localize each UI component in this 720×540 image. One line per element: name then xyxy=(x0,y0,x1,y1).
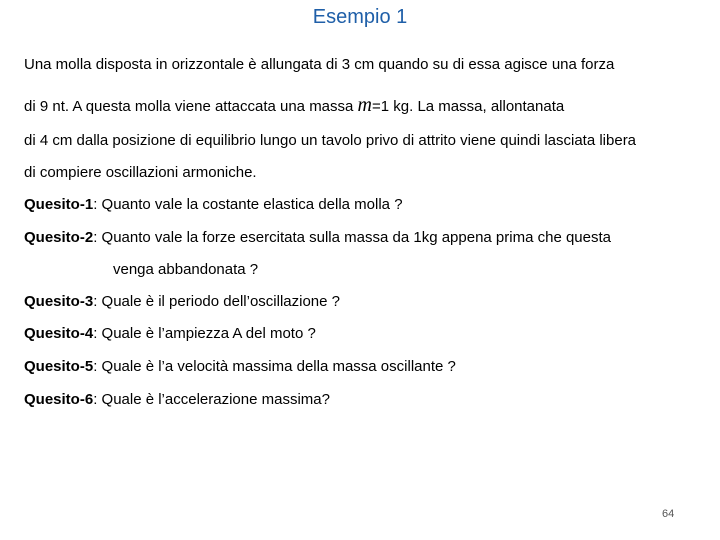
mass-variable: m xyxy=(357,94,372,116)
question-6-label: Quesito-6 xyxy=(24,391,94,408)
question-2-text: : Quanto vale la forze esercitata sulla massa da 1kg appena prima che questa xyxy=(93,229,611,246)
question-6-text: : Quale è l’accelerazione massima? xyxy=(93,391,330,408)
question-2 xyxy=(24,229,611,247)
question-5 xyxy=(24,358,456,376)
problem-line-4: di compiere oscillazioni armoniche. xyxy=(24,164,257,181)
question-6 xyxy=(24,391,330,409)
question-2-label: Quesito-2 xyxy=(24,229,94,246)
question-3-label: Quesito-3 xyxy=(24,293,94,310)
problem-line-3: di 4 cm dalla posizione di equilibrio lungo un tavolo privo di attrito viene quindi lasciata libera xyxy=(24,132,637,149)
question-5-label: Quesito-5 xyxy=(24,358,94,375)
question-4-label: Quesito-4 xyxy=(24,325,94,342)
question-1-text: : Quanto vale la costante elastica della molla ? xyxy=(93,196,403,213)
problem-line-2 xyxy=(24,96,564,116)
question-4-text: : Quale è l’ampiezza A del moto ? xyxy=(93,325,316,342)
problem-line-2-end: =1 kg. La massa, allontanata xyxy=(372,98,565,115)
question-5-text: : Quale è l’a velocità massima della massa oscillante ? xyxy=(93,358,456,375)
slide-title: Esempio 1 xyxy=(312,6,408,28)
question-4 xyxy=(24,325,316,343)
problem-line-2-start: di 9 nt. A questa molla viene attaccata una massa xyxy=(24,98,358,115)
question-2-continuation: venga abbandonata ? xyxy=(113,261,259,278)
question-3-text: : Quale è il periodo dell’oscillazione ? xyxy=(93,293,340,310)
question-1 xyxy=(24,196,403,214)
question-1-label: Quesito-1 xyxy=(24,196,94,213)
question-3 xyxy=(24,293,340,311)
page-number: 64 xyxy=(662,508,675,520)
problem-line-1: Una molla disposta in orizzontale è allungata di 3 cm quando su di essa agisce una forza xyxy=(24,56,615,73)
